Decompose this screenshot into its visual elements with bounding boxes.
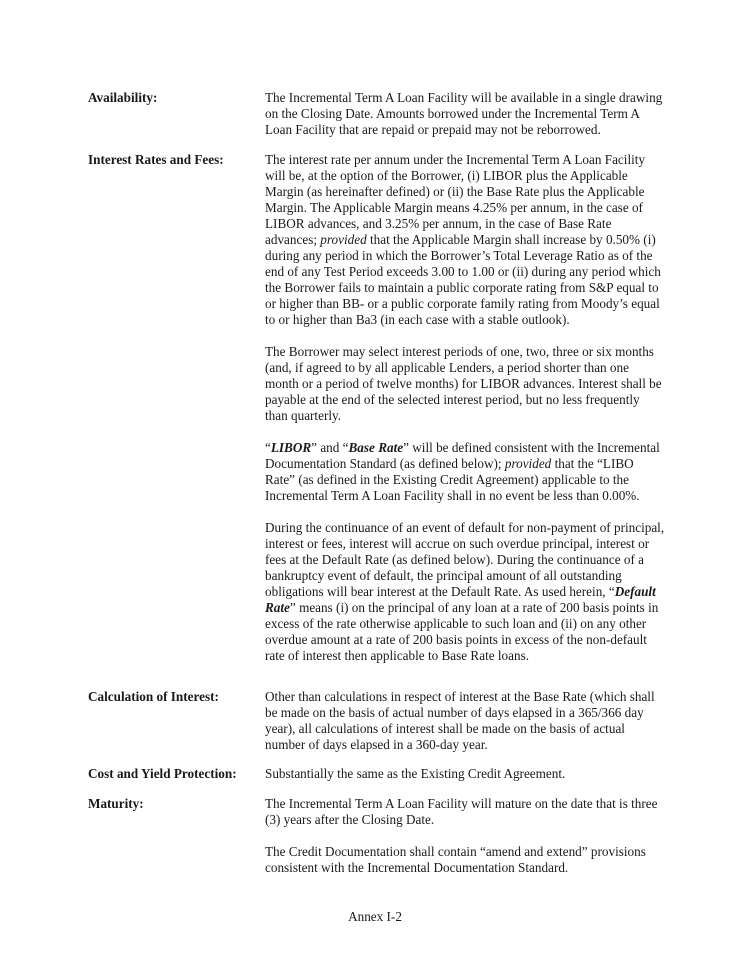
section-content [265,689,665,753]
paragraph: Substantially the same as the Existing Credit Agreement. [265,766,566,781]
section-content [265,766,665,782]
section-label: Cost and Yield Protection: [88,766,237,781]
section-label: Maturity: [88,796,144,811]
paragraph: The Incremental Term A Loan Facility will mature on the date that is three (3) years after the Closing Date. [265,796,658,827]
paragraph: The Credit Documentation shall contain “amend and extend” provisions consistent with the Incremental Documentation Standard. [265,844,646,875]
paragraph: Other than calculations in respect of interest at the Base Rate (which shall be made on the basis of actual number of days elapsed in a 365/366 day year), all calculations of interest shall be made on the basis of actual number of days elapsed in a 360-day year. [265,689,655,752]
paragraph-interest-periods: The Borrower may select interest periods of one, two, three or six months (and, if agreed to by all applicable Lenders, a period shorter than one month or a period of twelve months) for LIBOR advances. Interest shall be payable at the end of the selected interest period, but no less frequently than quarterly. [265,344,662,423]
section-content [265,796,665,876]
section-label: Interest Rates and Fees: [88,152,224,167]
paragraph-default-rate: During the continuance of an event of default for non-payment of principal, interest or fees, interest will accrue on such overdue principal, interest or fees at the Default Rate (as defined below). During the continuance of a bankruptcy event of default, the principal amount of all outstanding obligations will bear interest at the Default Rate. As used herein, “Default Rate” means (i) on the principal of any loan at a rate of 200 basis points in excess of the rate otherwise applicable to such loan and (ii) on any other overdue amount at a rate of 200 basis points in excess of the non-default rate of interest then applicable to Base Rate loans. [265,520,665,663]
section-label: Availability: [88,90,158,105]
paragraph-applicable-margin: The interest rate per annum under the Incremental Term A Loan Facility will be, at the option of the Borrower, (i) LIBOR plus the Applicable Margin (as hereinafter defined) or (ii) the Base Rate plus the Applicable Margin. The Applicable Margin means 4.25% per annum, in the case of LIBOR advances, and 3.25% per annum, in the case of Base Rate advances; provided that the Applicable Margin shall increase by 0.50% (i) during any period in which the Borrower’s Total Leverage Ratio as of the end of any Test Period exceeds 3.00 to 1.00 or (ii) during any period which the Borrower fails to maintain a public corporate rating from S&P equal to or higher than BB- or a public corporate family rating from Moody’s equal to or higher than Ba3 (in each case with a stable outlook). [265,152,661,327]
paragraph: The Incremental Term A Loan Facility will be available in a single drawing on the Closing Date. Amounts borrowed under the Incremental Term A Loan Facility that are repaid or prepaid may not be reborrowed. [265,90,663,137]
section-content [265,152,665,664]
section-label: Calculation of Interest: [88,689,219,704]
section-content [265,90,665,138]
page-footer: Annex I-2 [348,909,402,924]
paragraph-libor-definition: “LIBOR” and “Base Rate” will be defined consistent with the Incremental Documentation Standard (as defined below); provided that the “LIBO Rate” (as defined in the Existing Credit Agreement) applicable to the Incremental Term A Loan Facility shall in no event be less than 0.00%. [265,440,660,503]
